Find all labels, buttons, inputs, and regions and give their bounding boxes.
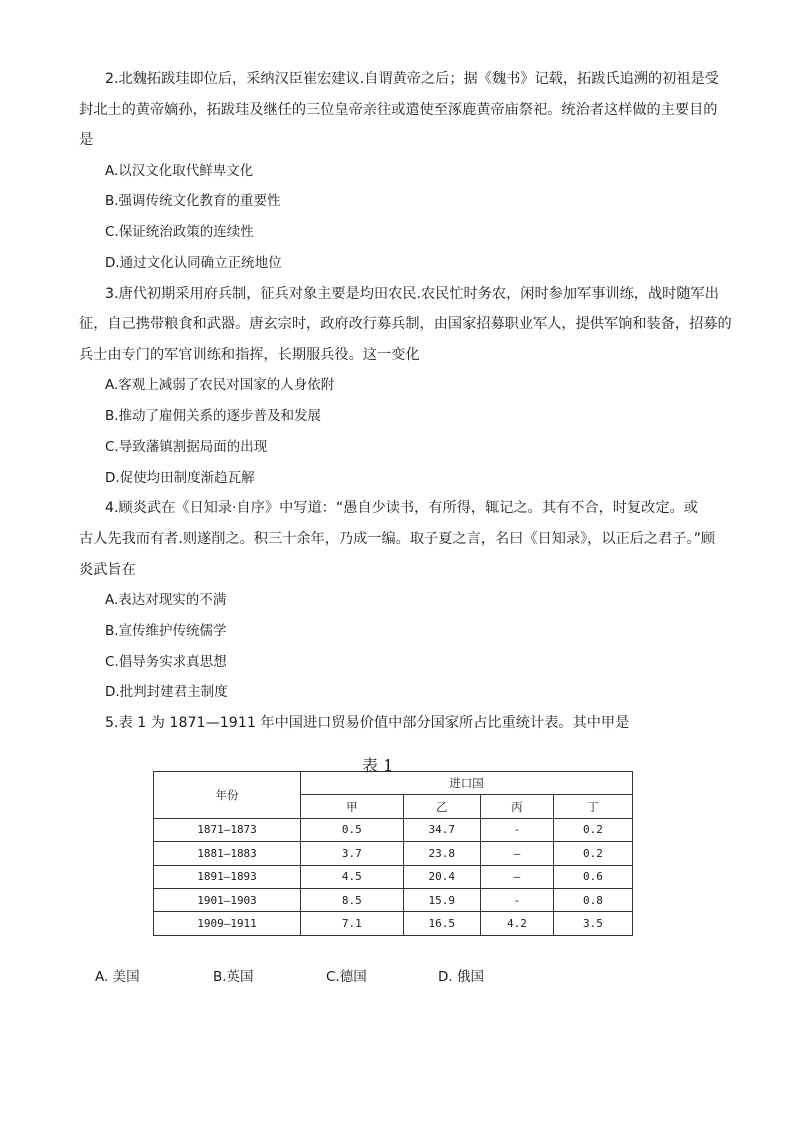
table-caption: 表 1 bbox=[362, 756, 394, 775]
year-header: 年份 bbox=[154, 772, 301, 819]
cell-value: 3.5 bbox=[553, 912, 632, 935]
table-row bbox=[154, 865, 633, 888]
cell-value: 8.5 bbox=[301, 888, 404, 911]
cell-value: 0.5 bbox=[301, 818, 404, 841]
q2-stem-line-3: 是 bbox=[79, 132, 94, 148]
q3-option-c: C.导致藩镇割据局面的出现 bbox=[105, 439, 268, 455]
col-header-yi: 乙 bbox=[403, 795, 480, 818]
q5-option-a: A. 美国 bbox=[95, 969, 140, 985]
import-country-header: 进口国 bbox=[301, 772, 633, 795]
cell-value: 0.6 bbox=[553, 865, 632, 888]
q3-stem-line-2: 征，自己携带粮食和武器。唐玄宗时，政府改行募兵制，由国家招募职业军人，提供军饷和装备，招募的 bbox=[79, 316, 732, 332]
col-header-ding: 丁 bbox=[553, 795, 632, 818]
q4-option-d: D.批判封建君主制度 bbox=[105, 684, 228, 700]
cell-year: 1901—1903 bbox=[154, 888, 301, 911]
q4-stem-line-3: 炎武旨在 bbox=[79, 562, 136, 578]
cell-value: 16.5 bbox=[403, 912, 480, 935]
table-row bbox=[154, 888, 633, 911]
cell-year: 1891—1893 bbox=[154, 865, 301, 888]
import-share-table bbox=[153, 771, 633, 936]
q5-option-c: C.德国 bbox=[326, 969, 367, 985]
q3-option-a: A.客观上减弱了农民对国家的人身依附 bbox=[105, 377, 335, 393]
cell-year: 1909—1911 bbox=[154, 912, 301, 935]
cell-value: 0.2 bbox=[553, 842, 632, 865]
cell-year: 1881—1883 bbox=[154, 842, 301, 865]
cell-value: 23.8 bbox=[403, 842, 480, 865]
q2-stem-line-2: 封北土的黄帝嫡孙，拓跋珪及继任的三位皇帝亲往或遣使至涿鹿黄帝庙祭祀。统治者这样做的主要目的 bbox=[79, 102, 718, 118]
cell-value: 7.1 bbox=[301, 912, 404, 935]
cell-value: - bbox=[480, 818, 553, 841]
table-header-row bbox=[154, 772, 633, 795]
cell-value: 3.7 bbox=[301, 842, 404, 865]
q4-stem-line-1: 4.顾炎武在《日知录·自序》中写道：“愚自少读书，有所得，辄记之。其有不合，时复改定。或 bbox=[105, 500, 698, 516]
q5-option-b: B.英国 bbox=[213, 969, 254, 985]
q2-option-a: A.以汉文化取代鲜卑文化 bbox=[105, 163, 254, 179]
cell-year: 1871—1873 bbox=[154, 818, 301, 841]
cell-value: — bbox=[480, 842, 553, 865]
cell-value: 20.4 bbox=[403, 865, 480, 888]
q2-option-b: B.强调传统文化教育的重要性 bbox=[105, 193, 281, 209]
q4-stem-line-2: 古人先我而有者.则遂削之。积三十余年，乃成一编。取子夏之言，名曰《日知录》，以正后之君子。”顾 bbox=[79, 531, 716, 547]
cell-value: 0.2 bbox=[553, 818, 632, 841]
q4-option-a: A.表达对现实的不满 bbox=[105, 592, 227, 608]
cell-value: 15.9 bbox=[403, 888, 480, 911]
q2-stem-line-1: 2.北魏拓跋珪即位后，采纳汉臣崔宏建议.自谓黄帝之后；据《魏书》记载，拓跋氏追溯的初祖是受 bbox=[105, 71, 719, 87]
cell-value: - bbox=[480, 888, 553, 911]
q3-option-d: D.促使均田制度渐趋瓦解 bbox=[105, 470, 255, 486]
col-header-bing: 丙 bbox=[480, 795, 553, 818]
cell-value: 4.2 bbox=[480, 912, 553, 935]
q3-stem-line-3: 兵士由专门的军官训练和指挥，长期服兵役。这一变化 bbox=[79, 347, 420, 363]
cell-value: — bbox=[480, 865, 553, 888]
cell-value: 0.8 bbox=[553, 888, 632, 911]
q2-option-c: C.保证统治政策的连续性 bbox=[105, 224, 254, 240]
col-header-jia: 甲 bbox=[301, 795, 404, 818]
q4-option-c: C.倡导务实求真思想 bbox=[105, 654, 227, 670]
table-row bbox=[154, 912, 633, 935]
q4-option-b: B.宣传维护传统儒学 bbox=[105, 623, 227, 639]
cell-value: 4.5 bbox=[301, 865, 404, 888]
q3-option-b: B.推动了雇佣关系的逐步普及和发展 bbox=[105, 408, 322, 424]
table-row bbox=[154, 842, 633, 865]
cell-value: 34.7 bbox=[403, 818, 480, 841]
q5-option-d: D. 俄国 bbox=[438, 969, 484, 985]
q5-stem-line-1: 5.表 1 为 1871—1911 年中国进口贸易价值中部分国家所占比重统计表。其中甲是 bbox=[105, 715, 630, 731]
q2-option-d: D.通过文化认同确立正统地位 bbox=[105, 255, 282, 271]
table-row bbox=[154, 818, 633, 841]
q3-stem-line-1: 3.唐代初期采用府兵制，征兵对象主要是均田农民.农民忙时务农，闲时参加军事训练，战时随军出 bbox=[105, 286, 719, 302]
